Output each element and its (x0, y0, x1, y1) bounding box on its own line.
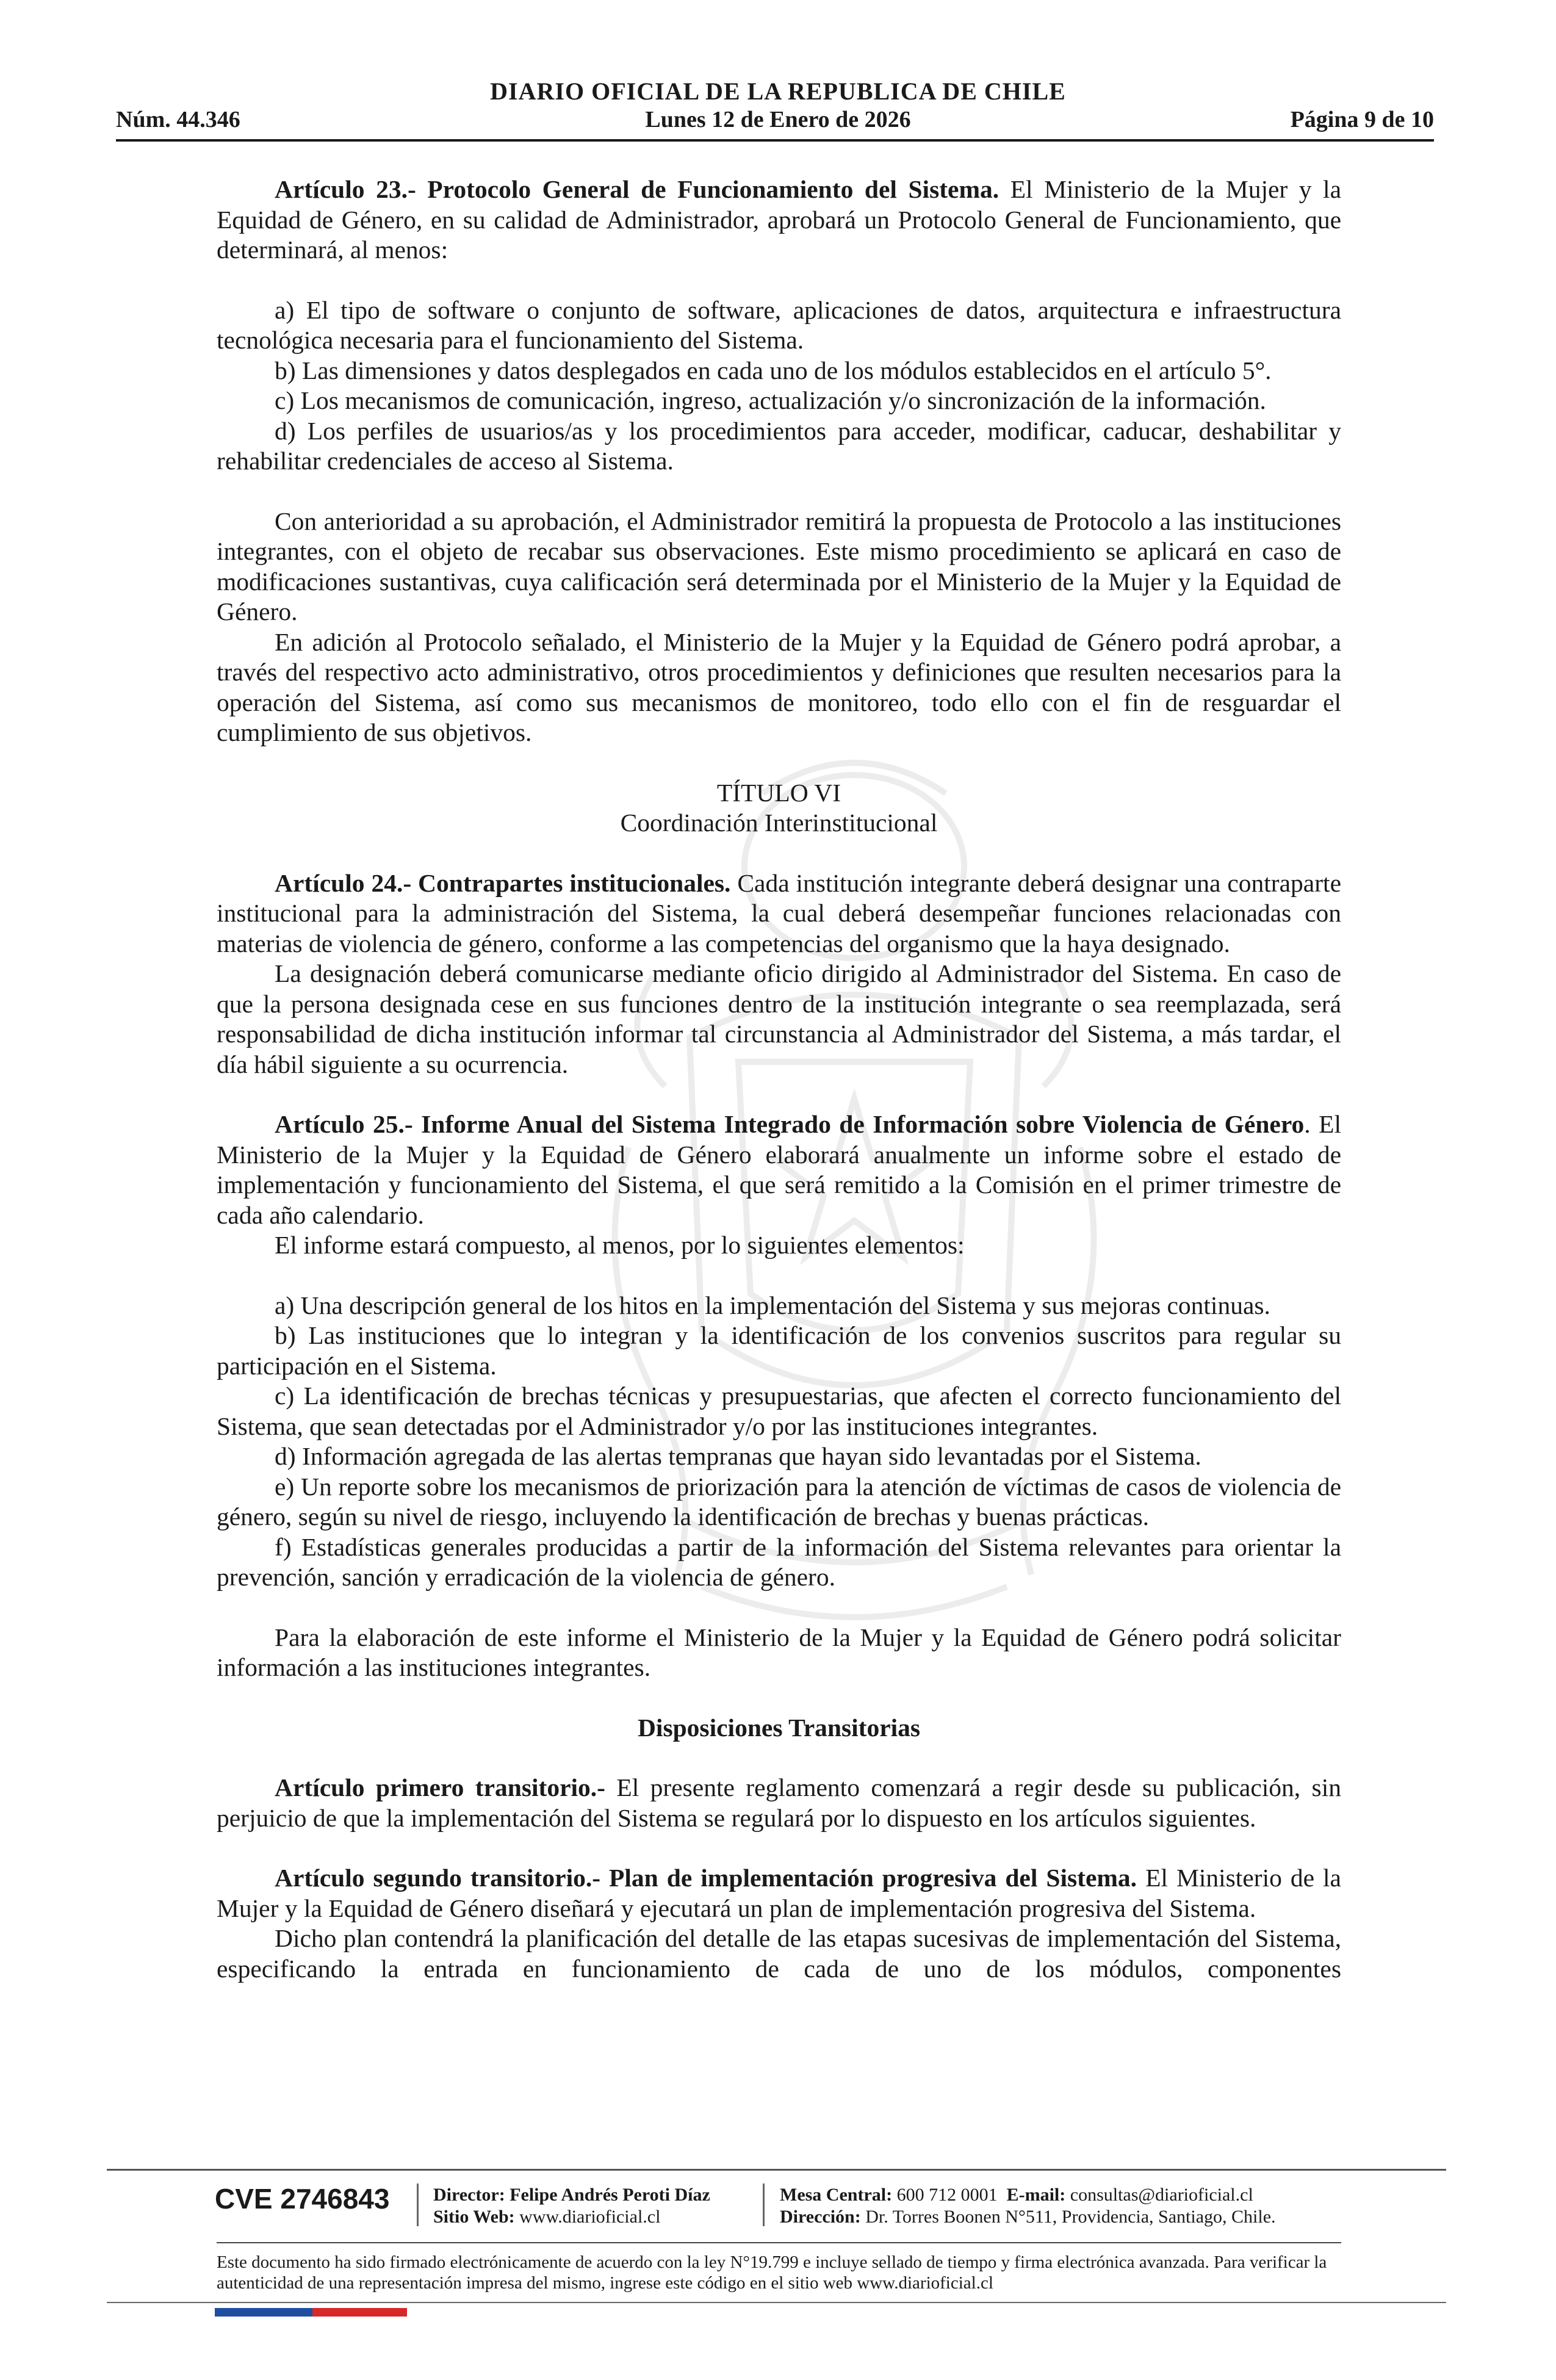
publication-title: DIARIO OFICIAL DE LA REPUBLICA DE CHILE (490, 78, 1066, 105)
article-23-text: El Ministerio de la Mujer y la Equidad de Género, en su calidad de Administrador, aprobará un Protocolo General de Funcionamiento, que determinará, al menos: (217, 175, 1341, 264)
website-link[interactable]: www.diarioficial.cl (519, 2207, 661, 2227)
article-first-transitional (217, 1773, 1341, 1833)
issue-date: Lunes 12 de Enero de 2026 (645, 107, 911, 132)
issue-number: Núm. 44.346 (116, 107, 240, 132)
page-number: Página 9 de 10 (1290, 107, 1434, 132)
title-subheading: Coordinación Interinstitucional (620, 809, 938, 837)
title-heading: TÍTULO VI (716, 778, 841, 807)
article-25-item-f: f) Estadísticas generales producidas a partir de la información del Sistema relevantes para orientar la prevención, sanción y erradicación de la violencia de género. (217, 1532, 1341, 1591)
footer-contact-block (780, 2184, 1276, 2228)
article-23-heading: Artículo 23.- Protocolo General de Funcionamiento del Sistema. (275, 175, 1000, 203)
article-23-paragraph-2: Con anterioridad a su aprobación, el Administrador remitirá la propuesta de Protocolo a las instituciones integrantes, con el objeto de recabar sus observaciones. Este mismo procedimiento se aplicará en caso de modificaciones sustantivas, cuya calificación será determinada por el Ministerio de la Mujer y la Equidad de Género. (217, 507, 1341, 626)
article-25-text: . El Ministerio de la Mujer y la Equidad de Género elaborará anualmente un informe sobre el estado de implementación y funcionamiento del Sistema, el que será remitido a la Comisión en el primer trimestre de cada año calendario. (217, 1110, 1341, 1229)
flag-bar-blue (215, 2308, 312, 2317)
article-24-paragraph-2: La designación deberá comunicarse mediante oficio dirigido al Administrador del Sistema. En caso de que la persona designada cese en sus funciones dentro de la institución integrante o sea reemplazada, será responsabilidad de dicha institución informar tal circunstancia al Administrador del Sistema, a más tardar, el día hábil siguiente a su ocurrencia. (217, 959, 1341, 1078)
article-second-transitional-paragraph-2: Dicho plan contendrá la planificación del detalle de las etapas sucesivas de implementación del Sistema, especificando la entrada en funcionamiento de cada de uno de los módulos, componentes (217, 1924, 1341, 1983)
article-23-intro (217, 175, 1341, 265)
article-25-paragraph-2: El informe estará compuesto, al menos, por lo siguientes elementos: (275, 1231, 965, 1259)
article-23-item-c: c) Los mecanismos de comunicación, ingreso, actualización y/o sincronización de la información. (275, 386, 1266, 414)
transitional-provisions-heading (217, 1713, 1341, 1744)
article-24-heading: Artículo 24.- Contrapartes institucionales. (275, 868, 731, 897)
transitional-provisions-title: Disposiciones Transitorias (637, 1713, 921, 1742)
director-label: Director: (433, 2185, 505, 2205)
director-name: Felipe Andrés Peroti Díaz (510, 2185, 710, 2205)
article-25-item-a: a) Una descripción general de los hitos en la implementación del Sistema y sus mejoras continuas. (275, 1291, 1270, 1319)
email-link[interactable]: consultas@diarioficial.cl (1070, 2185, 1253, 2205)
footer-bottom-rule (107, 2302, 1446, 2303)
article-25-item-d: d) Información agregada de las alertas tempranas que hayan sido levantadas por el Sistema. (275, 1442, 1201, 1470)
web-label: Sitio Web: (433, 2207, 515, 2227)
article-25-item-b: b) Las instituciones que lo integran y la identificación de los convenios suscritos para regular su participación en el Sistema. (217, 1321, 1341, 1380)
footer-rule-inner (217, 2242, 1341, 2243)
article-second-transitional-text: El Ministerio de la Mujer y la Equidad de Género diseñará y ejecutará un plan de implementación progresiva del Sistema. (217, 1864, 1341, 1922)
article-23-item-d: d) Los perfiles de usuarios/as y los procedimientos para acceder, modificar, caducar, deshabilitar y rehabilitar credenciales de acceso al Sistema. (217, 416, 1341, 475)
footer-separator (763, 2183, 765, 2226)
article-23-item-b: b) Las dimensiones y datos desplegados en cada uno de los módulos establecidos en el artículo 5°. (275, 356, 1272, 384)
document-body (217, 175, 1341, 1984)
signature-note: Este documento ha sido firmado electrónicamente de acuerdo con la ley N°19.799 e incluye sellado de tiempo y firma electrónica avanzada. Para verificar la autenticidad de una representación impresa del mismo, ingrese este código en el sitio web www.diarioficial.cl (217, 2252, 1327, 2293)
address-label: Dirección: (780, 2207, 861, 2227)
article-25-item-e: e) Un reporte sobre los mecanismos de priorización para la atención de víctimas de casos de violencia de género, según su nivel de riesgo, incluyendo la identificación de brechas y buenas prácticas. (217, 1472, 1341, 1531)
phone-number: 600 712 0001 (896, 2185, 998, 2205)
article-24-intro (217, 868, 1341, 959)
flag-bar-red (312, 2308, 407, 2317)
article-second-transitional-heading: Artículo segundo transitorio.- Plan de implementación progresiva del Sistema. (275, 1864, 1137, 1892)
mesa-label: Mesa Central: (780, 2185, 893, 2205)
footer-director-block (433, 2184, 710, 2228)
article-25-heading: Artículo 25.- Informe Anual del Sistema Integrado de Información sobre Violencia de Género (275, 1110, 1305, 1138)
article-25-item-c: c) La identificación de brechas técnicas y presupuestarias, que afecten el correcto funcionamiento del Sistema, que sean detectadas por el Administrador y/o por las instituciones integrantes. (217, 1382, 1341, 1440)
article-25-paragraph-3: Para la elaboración de este informe el Ministerio de la Mujer y la Equidad de Género podrá solicitar información a las instituciones integrantes. (217, 1623, 1341, 1681)
article-24-text: Cada institución integrante deberá designar una contraparte institucional para la administración del Sistema, la cual deberá desempeñar funciones relacionadas con materias de violencia de género, conforme a las competencias del organismo que la haya designado. (217, 868, 1341, 957)
article-first-transitional-text: El presente reglamento comenzará a regir desde su publicación, sin perjuicio de que la implementación del Sistema se regulará por lo dispuesto en los artículos siguientes. (217, 1773, 1341, 1832)
article-first-transitional-heading: Artículo primero transitorio.- (275, 1773, 605, 1801)
footer-separator (417, 2183, 419, 2226)
article-23-item-a: a) El tipo de software o conjunto de software, aplicaciones de datos, arquitectura e infraestructura tecnológica necesaria para el funcionamiento del Sistema. (217, 295, 1341, 354)
email-label: E-mail: (1006, 2185, 1066, 2205)
address: Dr. Torres Boonen N°511, Providencia, Santiago, Chile. (865, 2207, 1276, 2227)
article-second-transitional (217, 1863, 1341, 1924)
footer-rule (107, 2169, 1446, 2171)
cve-code: CVE 2746843 (215, 2183, 390, 2215)
article-23-paragraph-3: En adición al Protocolo señalado, el Ministerio de la Mujer y la Equidad de Género podrá aprobar, a través del respectivo acto administrativo, otros procedimientos y definiciones que resulten necesarios para la operación del Sistema, así como sus mecanismos de monitoreo, todo ello con el fin de resguardar el cumplimiento de sus objetivos. (217, 627, 1341, 746)
header-rule (116, 139, 1434, 142)
article-25-intro (217, 1109, 1341, 1230)
